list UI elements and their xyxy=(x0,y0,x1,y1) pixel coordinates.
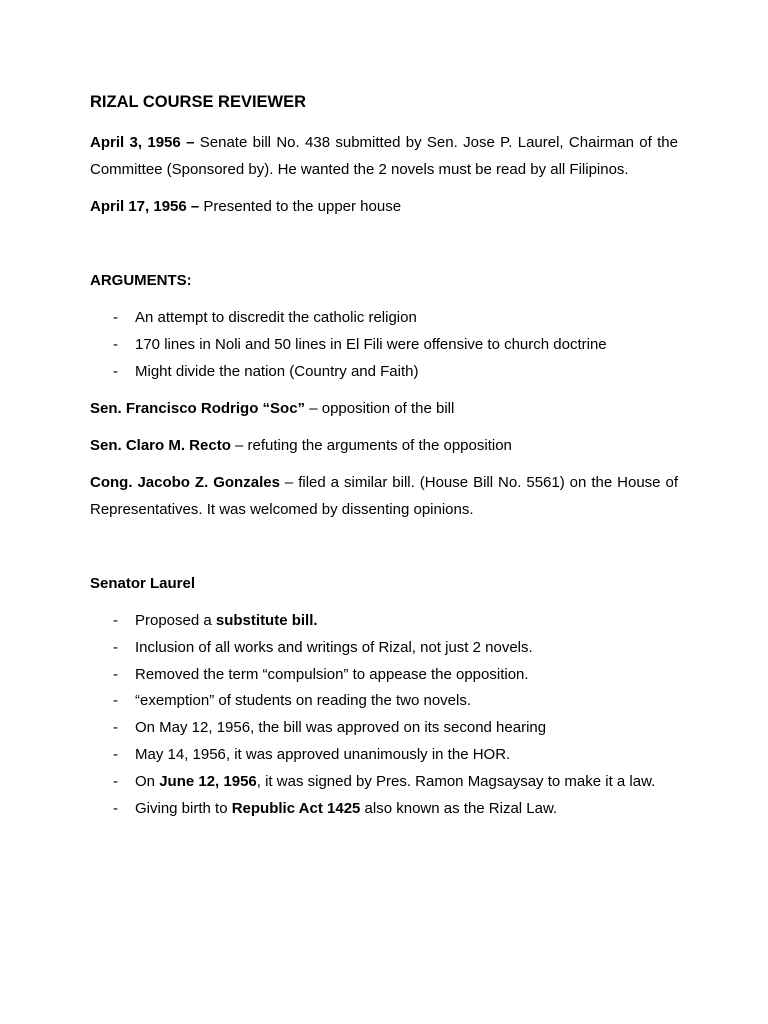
person-role: – refuting the arguments of the opposition xyxy=(235,437,512,454)
document-title: RIZAL COURSE REVIEWER xyxy=(90,93,307,111)
laurel-list xyxy=(90,608,678,822)
list-item-text: “exemption” of students on reading the two novels. xyxy=(135,692,472,710)
bullet-dash: - xyxy=(113,362,118,380)
list-item-text: May 14, 1956, it was approved unanimously in the HOR. xyxy=(135,745,511,763)
person-name: Sen. Francisco Rodrigo “Soc” xyxy=(90,400,306,417)
bullet-dash: - xyxy=(113,612,118,629)
entry-date-label: April 3, 1956 – xyxy=(90,134,195,151)
list-item xyxy=(90,742,678,769)
bullet-dash: - xyxy=(113,638,118,656)
list-item-text: Inclusion of all works and writings of Rizal, not just 2 novels. xyxy=(135,638,533,656)
bullet-dash: - xyxy=(113,665,118,683)
list-item-text: Might divide the nation (Country and Faith) xyxy=(135,362,419,380)
entry-text: Presented to the upper house xyxy=(203,198,402,215)
list-item-text: 170 lines in Noli and 50 lines in El Fili were offensive to church doctrine xyxy=(135,335,607,353)
list-item-text: On May 12, 1956, the bill was approved on its second hearing xyxy=(135,719,547,737)
person-name: Cong. Jacobo Z. Gonzales xyxy=(90,474,280,491)
list-item xyxy=(90,688,678,715)
list-item xyxy=(90,715,678,742)
list-item xyxy=(90,608,678,635)
person-role: – filed a similar bill. (House Bill No. 5561) on the House of Representatives. It was welcomed by dissenting opinions. xyxy=(90,474,678,518)
person-recto xyxy=(90,433,678,460)
arguments-heading: ARGUMENTS: xyxy=(90,272,192,289)
entry-april-17 xyxy=(90,194,678,221)
list-item xyxy=(90,769,678,796)
person-gonzales xyxy=(90,470,678,523)
list-item-text: Giving birth to Republic Act 1425 also known as the Rizal Law. xyxy=(135,799,558,817)
arguments-list xyxy=(90,305,678,385)
bullet-dash: - xyxy=(113,335,118,353)
list-item xyxy=(90,796,678,823)
entry-date-label: April 17, 1956 – xyxy=(90,198,200,215)
bullet-dash: - xyxy=(113,719,118,737)
list-item xyxy=(90,332,678,359)
list-item xyxy=(90,305,678,332)
bullet-dash: - xyxy=(113,799,118,817)
bullet-dash: - xyxy=(113,309,118,326)
list-item xyxy=(90,662,678,689)
list-item-text: Removed the term “compulsion” to appease the opposition. xyxy=(135,665,529,683)
bullet-dash: - xyxy=(113,772,118,790)
person-rodrigo xyxy=(90,396,678,423)
bullet-dash: - xyxy=(113,692,118,710)
laurel-heading: Senator Laurel xyxy=(90,575,196,592)
list-item-text: Proposed a substitute bill. xyxy=(135,612,318,629)
entry-text: Senate bill No. 438 submitted by Sen. Jose P. Laurel, Chairman of the Committee (Sponsored by). He wanted the 2 novels must be read by all Filipinos. xyxy=(90,134,678,178)
person-name: Sen. Claro M. Recto xyxy=(90,437,231,454)
list-item xyxy=(90,635,678,662)
list-item-text: An attempt to discredit the catholic religion xyxy=(135,309,417,326)
list-item xyxy=(90,359,678,386)
bullet-dash: - xyxy=(113,745,118,763)
entry-april-3 xyxy=(90,130,678,183)
list-item-text: On June 12, 1956, it was signed by Pres. Ramon Magsaysay to make it a law. xyxy=(135,772,656,790)
person-role: – opposition of the bill xyxy=(309,400,455,417)
